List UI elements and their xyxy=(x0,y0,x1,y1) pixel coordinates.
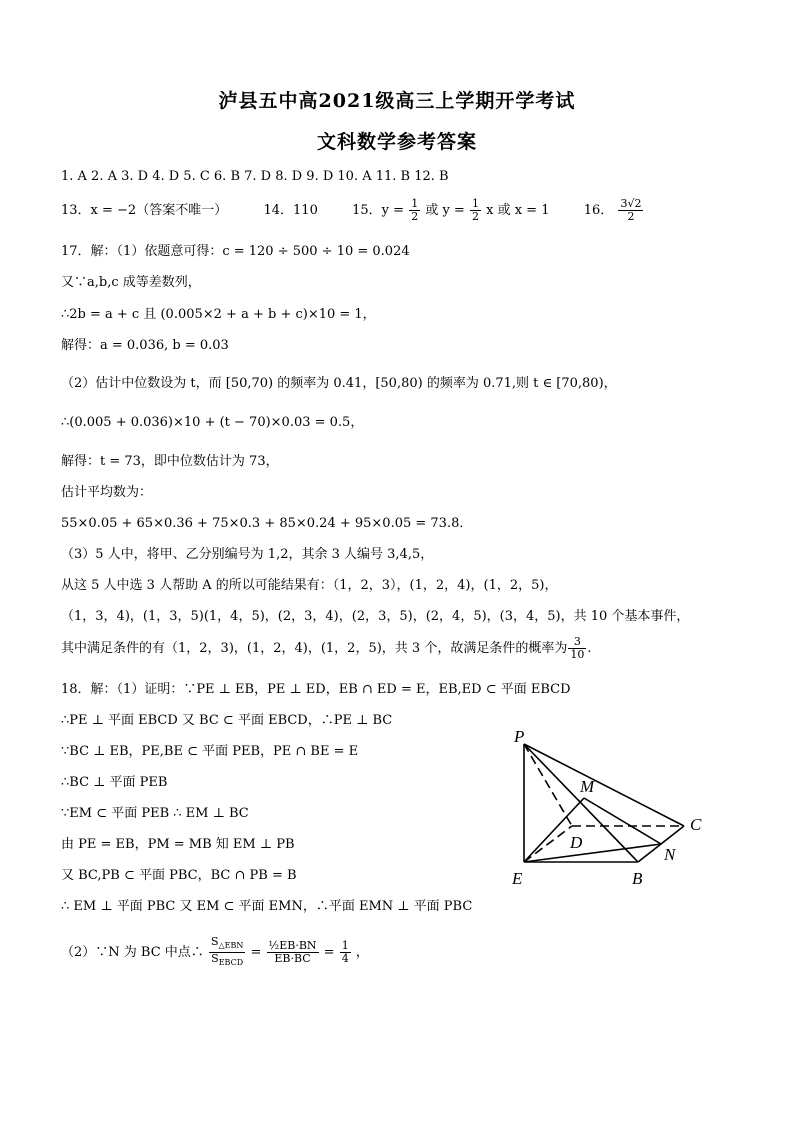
page-subtitle: 文科数学参考答案 xyxy=(316,131,477,153)
q17-line-6: ∴(0.005 + 0.036)×10 + (t − 70)×0.03 = 0.5， xyxy=(61,415,364,430)
equals-sign-1: = xyxy=(250,945,262,961)
edge-MN xyxy=(584,798,661,844)
q14-answer: 14．110 xyxy=(263,203,318,218)
q18-line-9-suffix: ， xyxy=(355,945,369,961)
edge-EM xyxy=(524,798,584,862)
area-ratio-fraction: $\frac{S_{\triangle EBN}}{S_{EBCD}}$ xyxy=(210,935,244,968)
q17-line-12: （1，3，4)，(1，3，5)(1，4，5)，(2，3，4)，(2，3，5)，(2，4，5)，(3，4，5)，共 10 个基本事件， xyxy=(61,609,690,624)
q18-line-1: 18．解：（1）证明：∵PE ⊥ EB，PE ⊥ ED，EB ∩ ED = E，EB,ED ⊂ 平面 EBCD xyxy=(61,682,571,697)
q15-fraction-1: $\frac{1}{2}$ xyxy=(411,197,419,223)
q17-line-10: （3）5 人中，将甲、乙分别编号为 1,2，其余 3 人编号 3,4,5， xyxy=(61,547,434,562)
label-P: P xyxy=(514,727,525,746)
label-C: C xyxy=(690,815,702,834)
answers-row-1: 1. A 2. A 3. D 4. D 5. C 6. B 7. D 8. D 9. D 10. A 11. B 12. B xyxy=(61,169,449,184)
q15-prefix: 15．y = xyxy=(352,203,405,218)
q17-line-2: 又∵a,b,c 成等差数列， xyxy=(61,275,201,290)
q17-line-7: 解得：t = 73，即中位数估计为 73， xyxy=(61,454,279,469)
q18-line-2: ∴PE ⊥ 平面 EBCD 又 BC ⊂ 平面 EBCD，∴PE ⊥ BC xyxy=(61,713,393,728)
q18-line-9-prefix: （2）∵N 为 BC 中点∴ xyxy=(61,945,204,961)
q17-line-8: 估计平均数为： xyxy=(61,485,153,500)
q18-line-6: 由 PE = EB，PM = MB 知 EM ⊥ PB xyxy=(61,837,295,852)
q13-answer: 13．x = −2（答案不唯一） xyxy=(61,203,228,218)
q15-fraction-2: $\frac{1}{2}$ xyxy=(471,197,479,223)
q18-line-4: ∴BC ⊥ 平面 PEB xyxy=(61,775,168,790)
label-N: N xyxy=(664,845,676,864)
pyramid-figure xyxy=(498,726,738,896)
answers-row-2 xyxy=(61,198,644,223)
q18-line-5: ∵EM ⊂ 平面 PEB ∴ EM ⊥ BC xyxy=(61,806,249,821)
q18-line-9 xyxy=(61,936,369,969)
q17-line-13 xyxy=(61,636,591,661)
q17-line-4: 解得：a = 0.036, b = 0.03 xyxy=(61,338,229,353)
q17-line-13-suffix: . xyxy=(587,641,592,656)
q17-line-9: 55×0.05 + 65×0.36 + 75×0.3 + 85×0.24 + 95×0.05 = 73.8． xyxy=(61,516,473,531)
area-formula-fraction: $\frac{\text{½EB·BN}}{EB\cdot BC}$ xyxy=(268,939,317,966)
label-E: E xyxy=(512,869,523,888)
equals-sign-2: = xyxy=(323,945,335,961)
q18-line-7: 又 BC,PB ⊂ 平面 PBC，BC ∩ PB = B xyxy=(61,868,297,883)
q17-line-11: 从这 5 人中选 3 人帮助 A 的所以可能结果有：（1，2，3），(1，2，4)，(1，2，5)， xyxy=(61,578,558,593)
label-D: D xyxy=(570,833,583,852)
q15-mid: 或 y = xyxy=(425,203,465,218)
q18-line-3: ∵BC ⊥ EB，PE,BE ⊂ 平面 PEB，PE ∩ BE = E xyxy=(61,744,359,759)
q17-line-5: （2）估计中位数设为 t，而 [50,70) 的频率为 0.41，[50,80) 的频率为 0.71,则 t ∈ [70,80)， xyxy=(61,376,617,391)
q16-prefix: 16． xyxy=(583,203,614,218)
q17-line-3: ∴2b = a + c 且 (0.005×2 + a + b + c)×10 = 1， xyxy=(61,307,376,322)
probability-fraction: $\frac{3}{10}$ xyxy=(570,635,585,661)
q16-fraction: $\frac{3√2}{2}$ xyxy=(620,197,642,223)
page-title: 泸县五中高2021级高三上学期开学考试 xyxy=(218,90,576,112)
q15-suffix: x 或 x = 1 xyxy=(486,203,550,218)
label-B: B xyxy=(632,869,643,888)
q17-line-13-text: 其中满足条件的有（1，2，3)，(1，2，4)，(1，2，5)，共 3 个，故满足条件的概率为 xyxy=(61,641,568,656)
label-M: M xyxy=(580,777,595,796)
q18-line-8: ∴ EM ⊥ 平面 PBC 又 EM ⊂ 平面 EMN，∴平面 EMN ⊥ 平面 PBC xyxy=(61,899,473,914)
quarter-fraction: $\frac{1}{4}$ xyxy=(341,939,349,966)
q17-line-1: 17．解：（1）依题意可得：c = 120 ÷ 500 ÷ 10 = 0.024 xyxy=(61,244,410,259)
